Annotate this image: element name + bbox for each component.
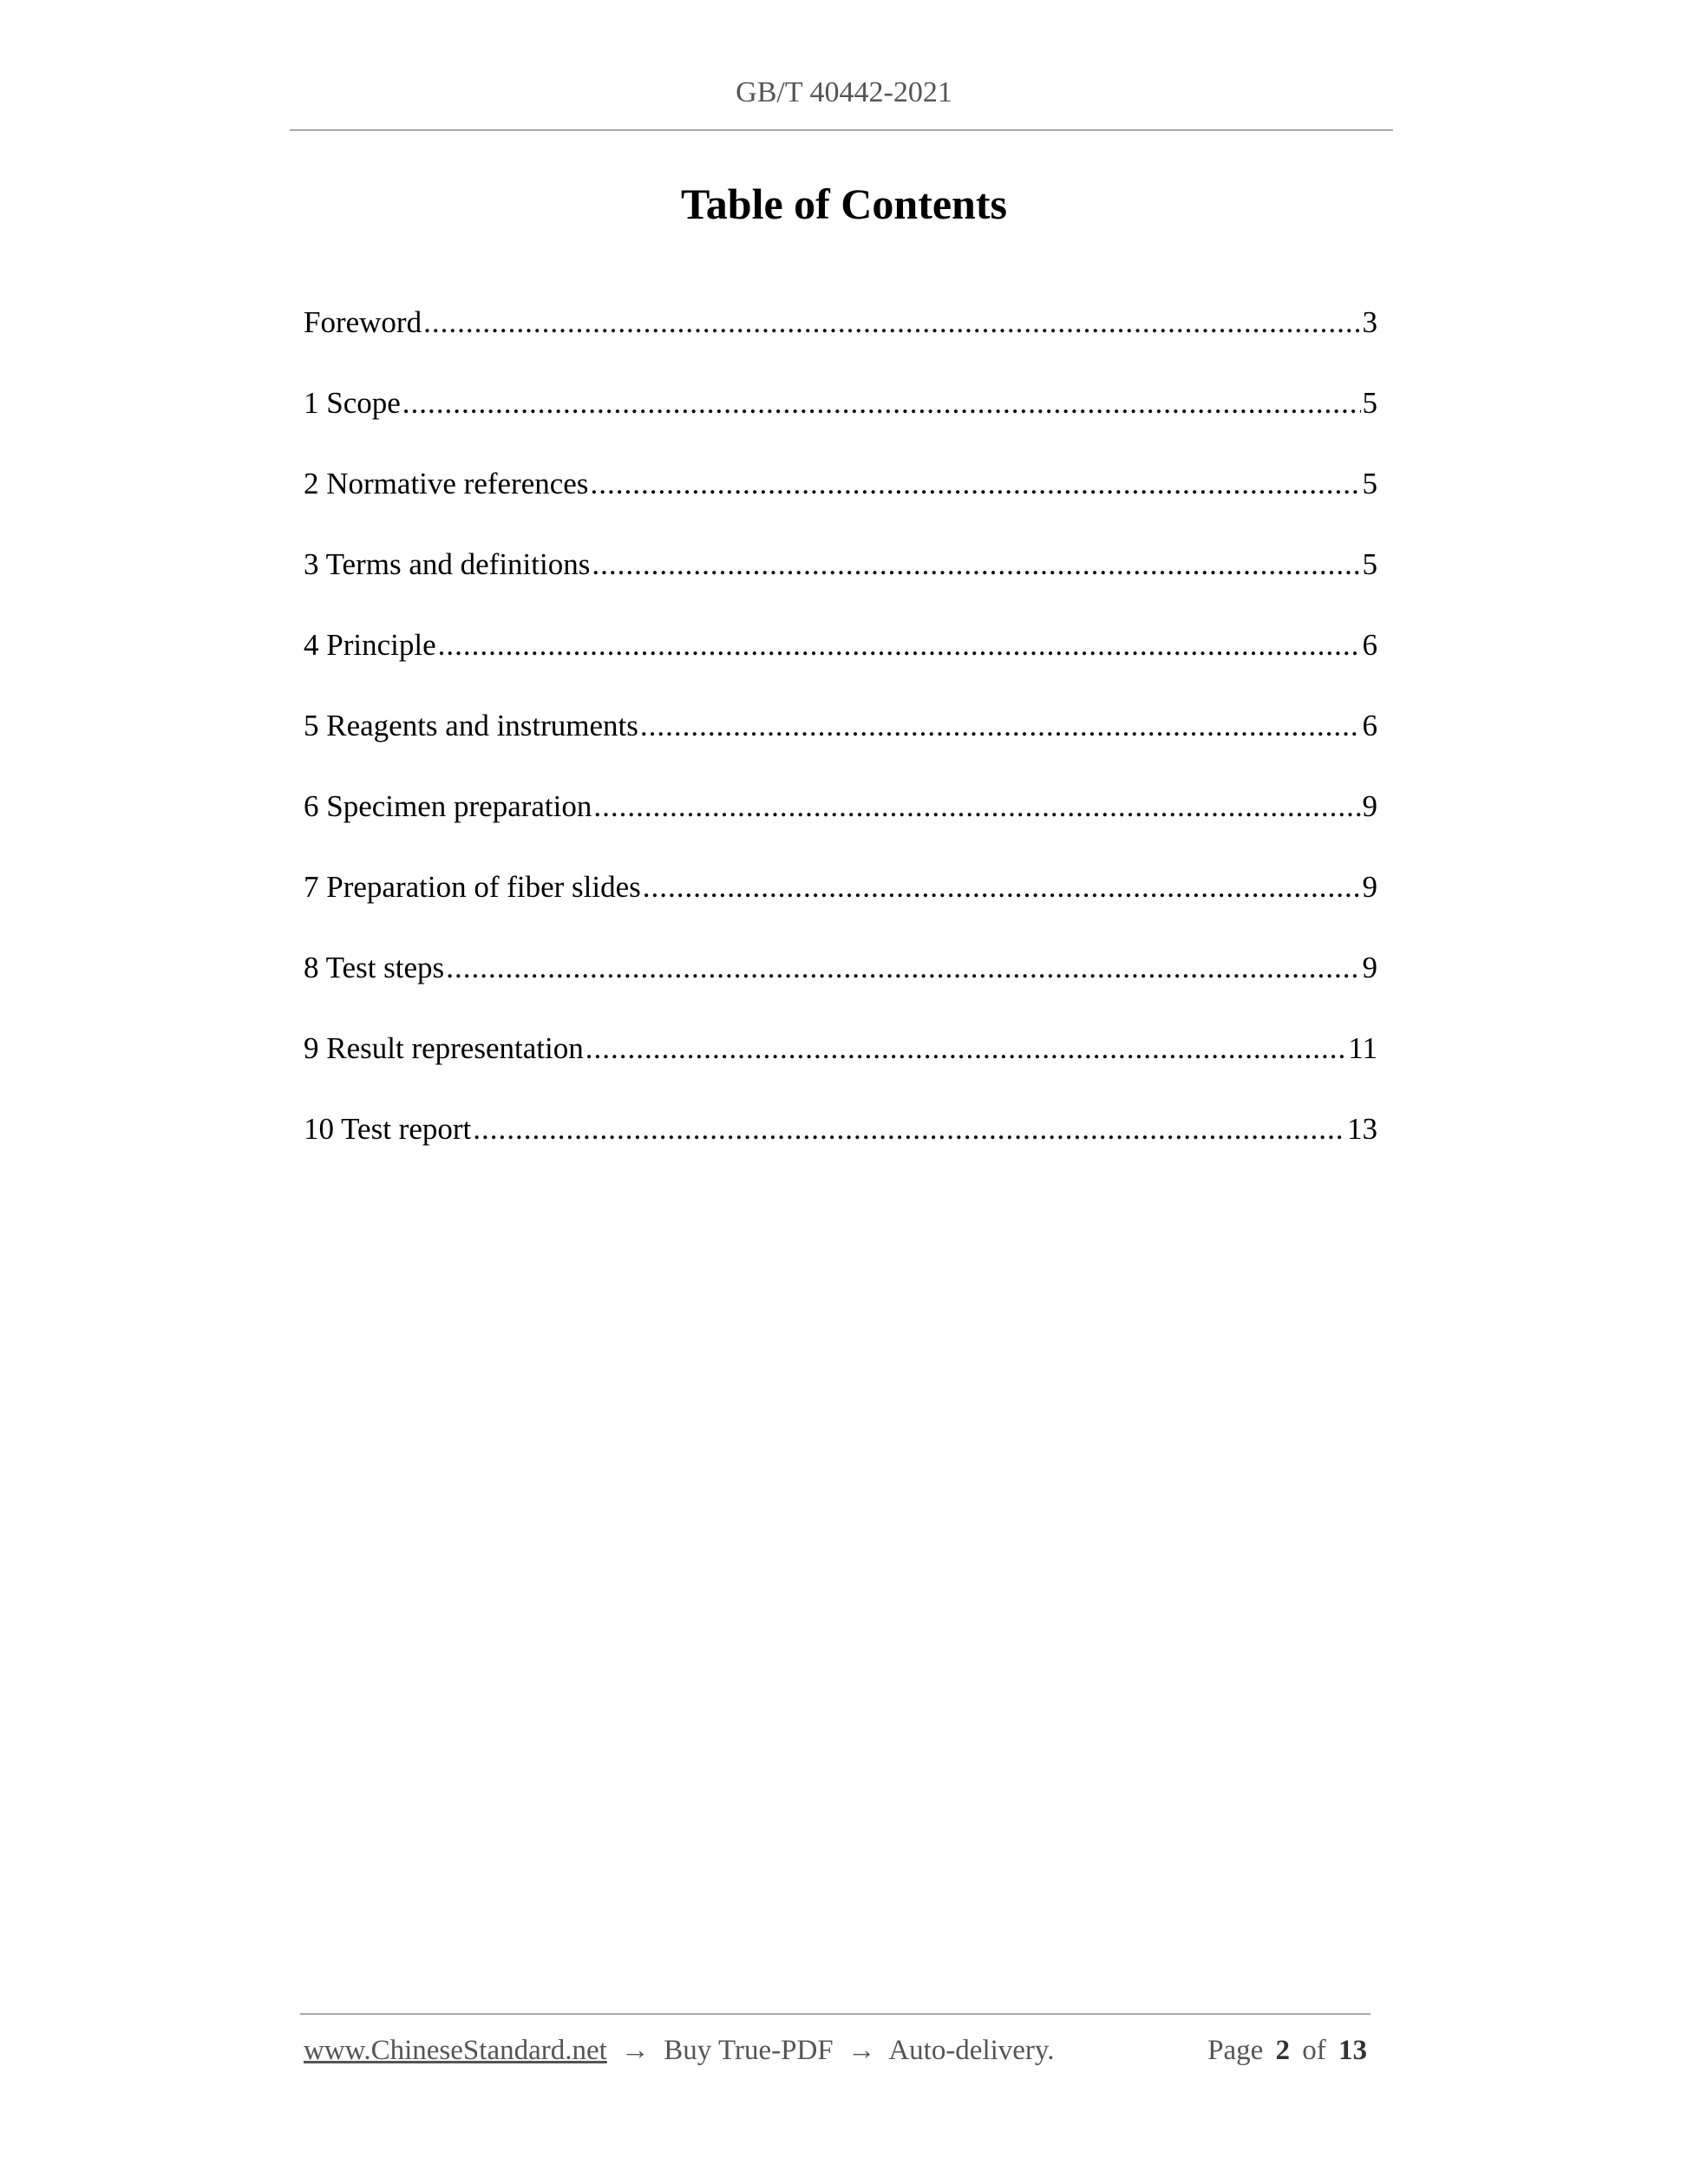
buy-pdf-text: Buy True-PDF — [664, 2035, 834, 2066]
arrow-right-icon: → — [847, 2035, 876, 2066]
toc-leader-dots — [590, 467, 1360, 501]
toc-entry-result-representation[interactable] — [304, 1031, 1377, 1112]
document-code-header: GB/T 40442-2021 — [736, 76, 952, 108]
toc-entry-specimen-preparation[interactable] — [304, 789, 1377, 870]
toc-entry-label: 4 Principle — [304, 628, 436, 662]
toc-entry-normative-references[interactable] — [304, 467, 1377, 547]
toc-leader-dots — [473, 1112, 1345, 1147]
toc-entry-label: 2 Normative references — [304, 467, 589, 500]
toc-entry-preparation-of-fiber-slides[interactable] — [304, 870, 1377, 951]
page-footer — [304, 2035, 1367, 2067]
toc-entry-page: 5 — [1362, 547, 1377, 581]
toc-leader-dots — [438, 628, 1361, 663]
toc-entry-label: 3 Terms and definitions — [304, 547, 591, 581]
toc-entry-test-report[interactable] — [304, 1112, 1377, 1193]
toc-entry-label: 6 Specimen preparation — [304, 789, 592, 823]
toc-entry-foreword[interactable] — [304, 305, 1377, 386]
page-word: Page — [1207, 2035, 1264, 2066]
toc-entry-page: 5 — [1362, 386, 1377, 420]
total-page-number: 13 — [1338, 2035, 1367, 2066]
toc-entry-label: Foreword — [304, 305, 422, 339]
toc-entry-page: 9 — [1362, 951, 1377, 984]
toc-title: Table of Contents — [681, 180, 1007, 228]
toc-entry-page: 9 — [1362, 870, 1377, 904]
toc-entry-page: 11 — [1348, 1031, 1377, 1065]
page-indicator — [1202, 2035, 1367, 2067]
toc-entry-test-steps[interactable] — [304, 951, 1377, 1031]
toc-entry-page: 5 — [1362, 467, 1377, 500]
toc-leader-dots — [586, 1031, 1347, 1066]
footer-divider — [300, 2013, 1371, 2015]
auto-delivery-text: Auto-delivery. — [888, 2035, 1055, 2066]
toc-leader-dots — [423, 305, 1360, 340]
toc-entry-page: 13 — [1347, 1112, 1377, 1146]
footer-promo — [304, 2035, 1055, 2067]
toc-list — [304, 305, 1377, 1193]
toc-leader-dots — [402, 386, 1361, 421]
current-page-number: 2 — [1275, 2035, 1290, 2066]
toc-entry-label: 5 Reagents and instruments — [304, 709, 638, 742]
toc-entry-page: 6 — [1362, 628, 1377, 662]
toc-entry-label: 8 Test steps — [304, 951, 445, 984]
toc-entry-reagents-and-instruments[interactable] — [304, 709, 1377, 789]
toc-entry-label: 10 Test report — [304, 1112, 472, 1146]
site-link[interactable]: www.ChineseStandard.net — [304, 2035, 607, 2066]
of-word: of — [1302, 2035, 1326, 2066]
toc-leader-dots — [593, 789, 1360, 824]
toc-entry-page: 9 — [1362, 789, 1377, 823]
toc-entry-terms-and-definitions[interactable] — [304, 547, 1377, 628]
toc-leader-dots — [446, 951, 1360, 985]
toc-entry-page: 3 — [1362, 305, 1377, 339]
arrow-right-icon: → — [621, 2035, 651, 2066]
toc-entry-label: 7 Preparation of fiber slides — [304, 870, 641, 904]
toc-entry-scope[interactable] — [304, 386, 1377, 467]
toc-leader-dots — [643, 870, 1361, 905]
toc-entry-label: 9 Result representation — [304, 1031, 584, 1065]
toc-entry-principle[interactable] — [304, 628, 1377, 709]
toc-leader-dots — [640, 709, 1361, 743]
toc-entry-label: 1 Scope — [304, 386, 401, 420]
toc-leader-dots — [592, 547, 1360, 582]
header-divider — [290, 129, 1393, 131]
toc-entry-page: 6 — [1362, 709, 1377, 742]
